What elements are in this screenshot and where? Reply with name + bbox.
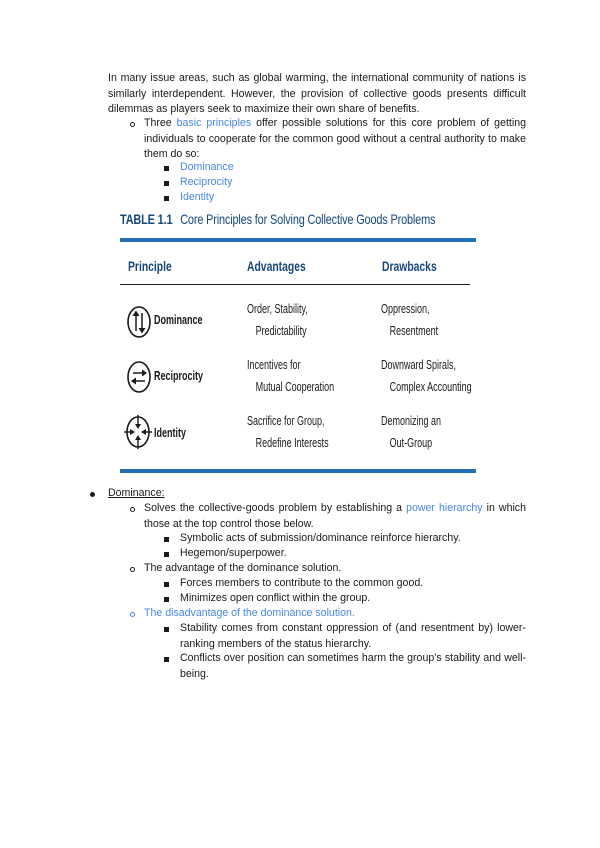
- circle-bullet: [130, 507, 135, 512]
- list-item: Conflicts over position can sometimes harm the group’s stability and well-being.: [180, 652, 526, 680]
- converging-arrows-icon: [123, 414, 153, 450]
- header-principle: Principle: [128, 258, 172, 274]
- principles-intro: Three basic principles offer possible solutions for this core problem of getting individuals to cooperate for the common good without a central authority to make them do so:: [144, 117, 526, 160]
- dominance-point-3: The disadvantage of the dominance solution.: [144, 607, 355, 619]
- square-bullet: [164, 181, 169, 186]
- circle-bullet: [130, 567, 135, 572]
- principle-item-reciprocity[interactable]: Reciprocity: [180, 176, 233, 188]
- square-bullet: [164, 627, 169, 632]
- circle-bullet: [130, 612, 135, 617]
- list-item: Symbolic acts of submission/dominance reinforce hierarchy.: [180, 532, 461, 544]
- square-bullet: [164, 582, 169, 587]
- table-top-rule: [120, 238, 476, 242]
- intro-paragraph: In many issue areas, such as global warming, the international community of nations is similarly interdependent. However, the provision of collective goods presents difficult dilemmas as players seek to maximize their own share of benefits.: [108, 72, 526, 115]
- circle-bullet: [130, 122, 135, 127]
- header-drawbacks: Drawbacks: [382, 258, 437, 274]
- list-item: Hegemon/superpower.: [180, 547, 287, 559]
- up-down-arrows-icon: [126, 305, 152, 339]
- bullet-dot: [90, 492, 95, 497]
- principle-item-dominance[interactable]: Dominance: [180, 161, 234, 173]
- square-bullet: [164, 537, 169, 542]
- table-bottom-rule: [120, 469, 476, 473]
- exchange-arrows-icon: [126, 360, 152, 394]
- table-header-rule: [120, 284, 470, 285]
- basic-principles-link[interactable]: basic principles: [176, 117, 252, 129]
- dominance-point-2: The advantage of the dominance solution.: [144, 562, 342, 574]
- square-bullet: [164, 657, 169, 662]
- power-hierarchy-link[interactable]: power hierarchy: [406, 502, 483, 514]
- drawbacks-cell: Downward Spirals, Complex Accounting: [381, 358, 472, 394]
- header-advantages: Advantages: [247, 258, 306, 274]
- principle-name: Dominance: [154, 313, 203, 327]
- square-bullet: [164, 196, 169, 201]
- square-bullet: [164, 166, 169, 171]
- advantages-cell: Incentives for Mutual Cooperation: [247, 358, 335, 394]
- drawbacks-cell: Oppression, Resentment: [381, 302, 439, 338]
- dominance-point-1: Solves the collective-goods problem by establishing a power hierarchy in which those at the top control those below.: [144, 502, 526, 530]
- dominance-heading: Dominance:: [108, 487, 165, 499]
- list-item: Minimizes open conflict within the group.: [180, 592, 371, 604]
- square-bullet: [164, 552, 169, 557]
- principle-name: Identity: [154, 426, 187, 440]
- square-bullet: [164, 597, 169, 602]
- list-item: Stability comes from constant oppression of (and resentment by) lower-ranking members of the status hierarchy.: [180, 622, 526, 650]
- list-item: Forces members to contribute to the common good.: [180, 577, 424, 589]
- advantages-cell: Order, Stability, Predictability: [247, 302, 308, 338]
- table-title: TABLE 1.1 Core Principles for Solving Collective Goods Problems: [120, 211, 436, 227]
- principle-item-identity[interactable]: Identity: [180, 191, 215, 203]
- drawbacks-cell: Demonizing an Out-Group: [381, 414, 442, 450]
- advantages-cell: Sacrifice for Group, Redefine Interests: [247, 414, 329, 450]
- principle-name: Reciprocity: [154, 369, 204, 383]
